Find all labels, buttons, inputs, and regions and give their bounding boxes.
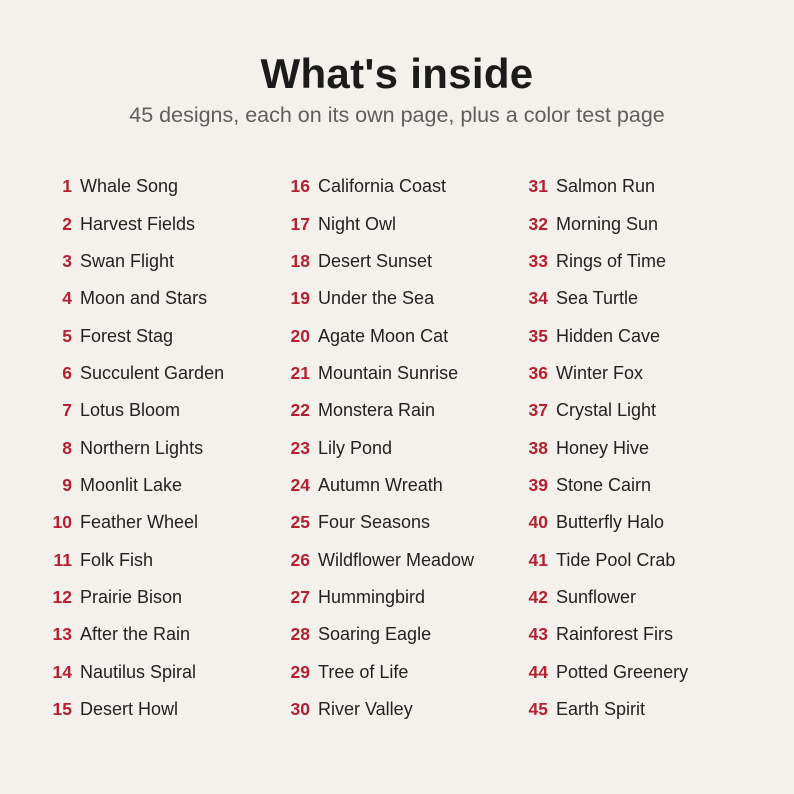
page-subtitle: 45 designs, each on its own page, plus a color test page	[129, 103, 665, 127]
item-number: 6	[62, 362, 72, 383]
item-number: 10	[52, 512, 72, 533]
list-item	[270, 429, 474, 466]
list-item	[32, 168, 224, 205]
item-name: Night Owl	[318, 213, 397, 234]
item-name: Autumn Wreath	[318, 474, 443, 495]
list-item	[270, 355, 474, 392]
design-list-column-2	[270, 168, 474, 728]
item-number: 4	[62, 288, 72, 309]
item-number: 36	[528, 362, 548, 383]
list-item	[32, 280, 224, 317]
item-number: 26	[290, 549, 310, 570]
item-number: 8	[62, 437, 72, 458]
item-name: Crystal Light	[556, 400, 657, 421]
list-item	[270, 205, 474, 242]
item-number: 21	[290, 362, 310, 383]
list-item	[508, 541, 688, 578]
list-item	[32, 691, 224, 728]
item-name: Mountain Sunrise	[318, 362, 459, 383]
item-name: Succulent Garden	[80, 362, 225, 383]
item-number: 16	[290, 176, 310, 197]
item-number: 20	[290, 325, 310, 346]
item-name: Northern Lights	[80, 437, 204, 458]
list-item	[508, 243, 688, 280]
item-name: Lotus Bloom	[80, 400, 181, 421]
item-number: 35	[528, 325, 548, 346]
list-item	[508, 317, 688, 354]
item-number: 7	[62, 400, 72, 421]
list-item	[270, 504, 474, 541]
item-name: Honey Hive	[556, 437, 650, 458]
list-item	[508, 467, 688, 504]
item-number: 11	[53, 549, 72, 570]
item-number: 13	[52, 624, 72, 645]
list-item	[508, 653, 688, 690]
item-number: 37	[528, 400, 548, 421]
item-number: 41	[528, 549, 548, 570]
item-name: Under the Sea	[318, 288, 435, 309]
item-number: 43	[528, 624, 548, 645]
item-number: 27	[290, 586, 310, 607]
item-number: 39	[528, 474, 548, 495]
list-item	[32, 653, 224, 690]
item-number: 33	[528, 250, 548, 271]
item-name: Swan Flight	[80, 250, 175, 271]
item-name: Rings of Time	[556, 250, 667, 271]
item-name: Earth Spirit	[556, 698, 646, 719]
list-item	[32, 317, 224, 354]
item-number: 29	[290, 661, 310, 682]
item-name: Winter Fox	[556, 362, 644, 383]
item-name: Forest Stag	[80, 325, 174, 346]
item-name: Moon and Stars	[80, 288, 208, 309]
item-number: 2	[62, 213, 72, 234]
item-number: 28	[290, 624, 310, 645]
item-number: 15	[52, 698, 72, 719]
item-name: Sunflower	[556, 586, 637, 607]
list-item	[32, 429, 224, 466]
item-name: Desert Sunset	[318, 250, 433, 271]
item-number: 42	[528, 586, 548, 607]
item-number: 22	[290, 400, 310, 421]
item-number: 1	[62, 176, 72, 197]
item-name: Desert Howl	[80, 698, 179, 719]
list-item	[508, 504, 688, 541]
page-title: What's inside	[260, 50, 534, 97]
item-name: River Valley	[318, 698, 413, 719]
item-name: Harvest Fields	[80, 213, 196, 234]
item-number: 25	[290, 512, 310, 533]
item-number: 12	[52, 586, 72, 607]
item-name: Moonlit Lake	[80, 474, 183, 495]
list-item	[32, 243, 224, 280]
design-list-column-1	[32, 168, 224, 728]
item-name: Salmon Run	[556, 176, 656, 197]
item-name: California Coast	[318, 176, 447, 197]
item-name: After the Rain	[80, 624, 191, 645]
item-name: Lily Pond	[318, 437, 393, 458]
item-number: 14	[52, 661, 72, 682]
list-item	[270, 168, 474, 205]
list-item	[508, 429, 688, 466]
item-name: Nautilus Spiral	[80, 661, 197, 682]
list-item	[508, 392, 688, 429]
item-number: 23	[290, 437, 310, 458]
item-name: Whale Song	[80, 176, 179, 197]
list-item	[508, 168, 688, 205]
item-name: Stone Cairn	[556, 474, 652, 495]
list-item	[32, 355, 224, 392]
item-number: 5	[62, 325, 72, 346]
list-item	[270, 280, 474, 317]
item-number: 38	[528, 437, 548, 458]
list-item	[32, 616, 224, 653]
item-name: Hidden Cave	[556, 325, 661, 346]
item-number: 32	[528, 213, 548, 234]
item-name: Folk Fish	[80, 549, 154, 570]
list-item	[270, 467, 474, 504]
list-item	[32, 541, 224, 578]
list-item	[270, 653, 474, 690]
item-number: 17	[290, 213, 310, 234]
list-item	[270, 392, 474, 429]
list-item	[508, 616, 688, 653]
item-name: Prairie Bison	[80, 586, 183, 607]
list-item	[32, 579, 224, 616]
item-number: 40	[528, 512, 548, 533]
list-item	[508, 691, 688, 728]
list-item	[32, 392, 224, 429]
list-item	[270, 616, 474, 653]
item-number: 34	[528, 288, 548, 309]
item-number: 3	[62, 250, 72, 271]
item-name: Morning Sun	[556, 213, 659, 234]
item-name: Tree of Life	[318, 661, 409, 682]
list-item	[508, 205, 688, 242]
item-number: 44	[528, 661, 548, 682]
item-name: Agate Moon Cat	[318, 325, 449, 346]
list-item	[32, 467, 224, 504]
design-list-column-3	[508, 168, 688, 728]
list-item	[270, 317, 474, 354]
list-item	[32, 504, 224, 541]
item-name: Butterfly Halo	[556, 512, 665, 533]
item-name: Monstera Rain	[318, 400, 436, 421]
list-item	[32, 205, 224, 242]
list-item	[270, 691, 474, 728]
item-name: Wildflower Meadow	[318, 549, 475, 570]
list-item	[270, 541, 474, 578]
list-item	[508, 355, 688, 392]
item-name: Sea Turtle	[556, 288, 639, 309]
item-name: Hummingbird	[318, 586, 426, 607]
item-number: 18	[290, 250, 310, 271]
item-number: 31	[528, 176, 548, 197]
item-name: Tide Pool Crab	[556, 549, 676, 570]
item-number: 9	[62, 474, 72, 495]
item-name: Feather Wheel	[80, 512, 199, 533]
item-name: Rainforest Firs	[556, 624, 674, 645]
list-item	[508, 280, 688, 317]
item-number: 45	[528, 698, 548, 719]
list-item	[508, 579, 688, 616]
item-name: Four Seasons	[318, 512, 431, 533]
item-name: Soaring Eagle	[318, 624, 432, 645]
item-name: Potted Greenery	[556, 661, 689, 682]
item-number: 24	[290, 474, 310, 495]
list-item	[270, 243, 474, 280]
item-number: 19	[290, 288, 310, 309]
list-item	[270, 579, 474, 616]
item-number: 30	[290, 698, 310, 719]
